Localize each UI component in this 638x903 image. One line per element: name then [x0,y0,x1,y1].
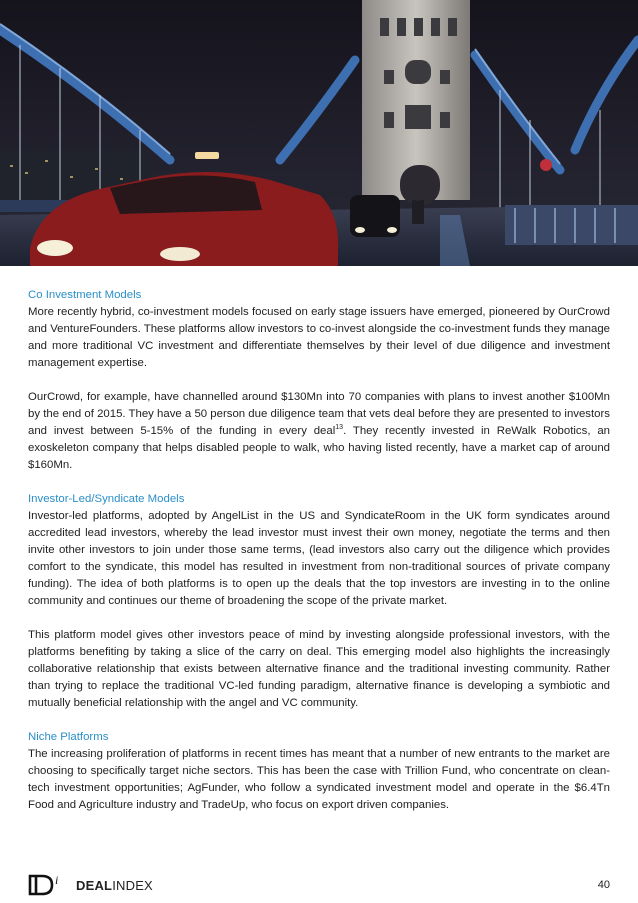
article-body [28,287,610,814]
section-heading: Co Investment Models [28,289,142,301]
page-number: 40 [597,879,610,891]
section-co-investment [28,287,610,474]
paragraph [28,389,610,474]
logo-wordmark-light: INDEX [112,877,153,893]
section-heading: Investor-Led/Syndicate Models [28,493,185,505]
paragraph-text: OurCrowd, for example, have channelled around $130Mn into 70 companies with plans to invest another $100Mn by the end of 2015. They have a 50 person due diligence team that vets deal before they are presented to investors and invest between 5-15% of the funding in every deal [28,391,610,437]
tower-bridge-image [0,0,638,266]
deal-index-logo [28,874,153,896]
di-logo-icon [28,874,68,896]
paragraph: This platform model gives other investors peace of mind by investing alongside professional investors, with the platforms benefiting by taking a slice of the carry on deal. This emerging model also highlights the increasingly collaborative relationship that exists between alternative finance and the traditional investing community. Rather than trying to replace the traditional VC-led funding paradigm, alternative finance is developing a symbiotic and mutually beneficial relationship with the angel and VC community. [28,629,610,709]
logo-wordmark [76,878,153,893]
footnote-marker[interactable]: 13 [335,424,344,432]
paragraph: Investor-led platforms, adopted by AngelList in the US and SyndicateRoom in the UK form syndicates around accredited lead investors, whereby the lead investor must invest their own money, negotiate the terms and then invite other investors to join under those same terms, (lead investors also carry out the diligence which provides comfort to the syndicate, this model has resulted in investment from non-traditional sources of private company funding). The idea of both platforms is to open up the deals that the top investors are investing in to the online community and continues our theme of broadening the scope of the private market. [28,510,610,607]
paragraph: The increasing proliferation of platforms in recent times has meant that a number of new entrants to the market are choosing to specifically target niche sectors. This has been the case with Trillion Fund, who concentrate on clean-tech investment opportunities; AgFunder, who follow a syndicated investment model and operate in the $6.4Tn Food and Agriculture industry and TradeUp, who focus on export driven companies. [28,748,610,811]
hero-photo [0,0,638,266]
logo-wordmark-bold: DEAL [76,877,113,893]
section-heading: Niche Platforms [28,731,109,743]
paragraph: More recently hybrid, co-investment models focused on early stage issuers have emerged, pioneered by OurCrowd and VentureFounders. These platforms allow investors to co-invest alongside the co-investment funds they manage and more traditional VC investment and differentiate themselves by their level of due diligence and investment management expertise. [28,306,610,369]
section-investor-led [28,491,610,712]
svg-text:i: i [55,874,59,887]
page-footer [0,870,638,900]
paragraph-text: . They recently invested in ReWalk Robotics, an exoskeleton company that helps disabled people to walk, who having listed recently, have a market cap of around $160Mn. [28,425,610,471]
section-niche-platforms [28,729,610,814]
